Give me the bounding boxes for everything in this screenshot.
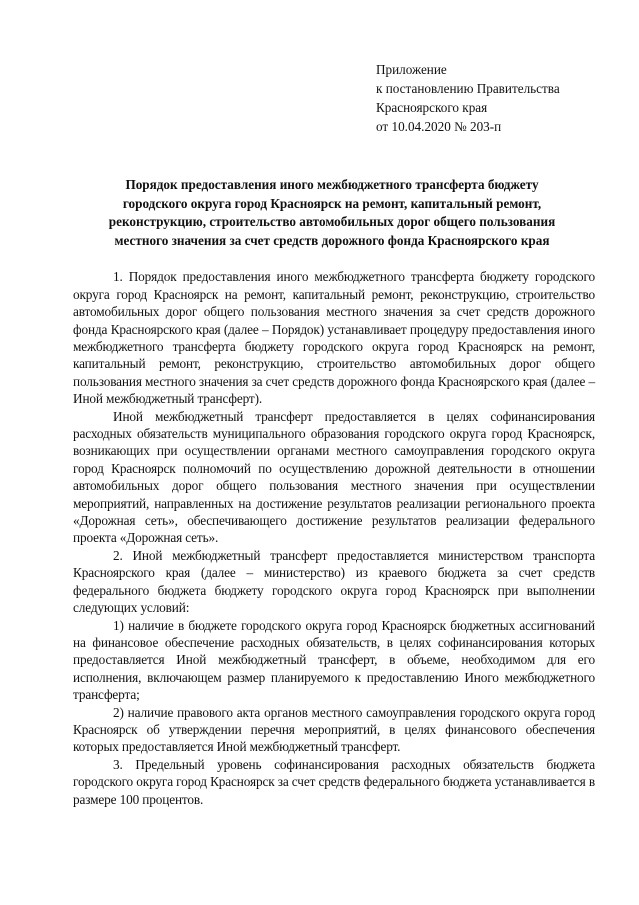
- paragraph-1: 1. Порядок предоставления иного межбюджетного трансферта бюджету городского округа город Красноярск на ремонт, капитальный ремонт, реконструкцию, строительство автомобильных дорог общего пользования местного значения за счет средств дорожного фонда Красноярского края (далее – Порядок) устанавливает процедуру предоставления иного межбюджетного трансферта бюджету городского округа город Красноярск на ремонт, капитальный ремонт, реконструкцию, строительство автомобильных дорог общего пользования местного значения за счет средств дорожного фонда Красноярского края (далее – Иной межбюджетный трансферт).: [73, 269, 595, 407]
- title-line-2: городского округа город Красноярск на ремонт, капитальный ремонт,: [122, 195, 542, 211]
- appendix-line-2: к постановлению Правительства: [376, 81, 560, 96]
- paragraph-3: 2. Иной межбюджетный трансферт предоставляется министерством транспорта Красноярского края (далее – министерство) из краевого бюджета за счет средств федерального бюджета бюджету городского округа город Красноярск при выполнении следующих условий:: [73, 547, 595, 616]
- document-title: [69, 176, 595, 250]
- document-body: [73, 268, 595, 808]
- title-line-1: Порядок предоставления иного межбюджетного трансферта бюджету: [125, 177, 539, 192]
- paragraph-5: 2) наличие правового акта органов местного самоуправления городского округа город Красноярск об утверждении перечня мероприятий, в целях финансового обеспечения которых предоставляется Иной межбюджетный трансферт.: [73, 704, 595, 755]
- title-line-3: реконструкцию, строительство автомобильных дорог общего пользования: [108, 214, 556, 230]
- paragraph-4: 1) наличие в бюджете городского округа город Красноярск бюджетных ассигнований на финансовое обеспечение расходных обязательств, в целях софинансирования которых предоставляется Иной межбюджетный трансферт, в объеме, необходимом для его исполнения, включающем размер планируемого к предоставлению Иного межбюджетного трансферта;: [73, 617, 595, 703]
- appendix-line-3: Красноярского края: [376, 100, 488, 115]
- paragraph-6: 3. Предельный уровень софинансирования расходных обязательств бюджета городского округа город Красноярск за счет средств федерального бюджета устанавливается в размере 100 процентов.: [73, 756, 595, 807]
- appendix-line-1: Приложение: [376, 62, 447, 77]
- paragraph-2: Иной межбюджетный трансферт предоставляется в целях софинансирования расходных обязательств муниципального образования городского округа город Красноярск, возникающих при осуществлении органами местного самоуправления городского округа город Красноярск полномочий по осуществлению дорожной деятельности в отношении автомобильных дорог общего пользования местного значения при осуществлении мероприятий, направленных на достижение результатов реализации регионального проекта «Дорожная сеть», обеспечивающего достижение результатов реализации федерального проекта «Дорожная сеть».: [73, 408, 595, 546]
- title-line-4: местного значения за счет средств дорожного фонда Красноярского края: [114, 232, 550, 248]
- appendix-line-4: от 10.04.2020 № 203-п: [376, 119, 502, 134]
- appendix-block: [376, 60, 616, 136]
